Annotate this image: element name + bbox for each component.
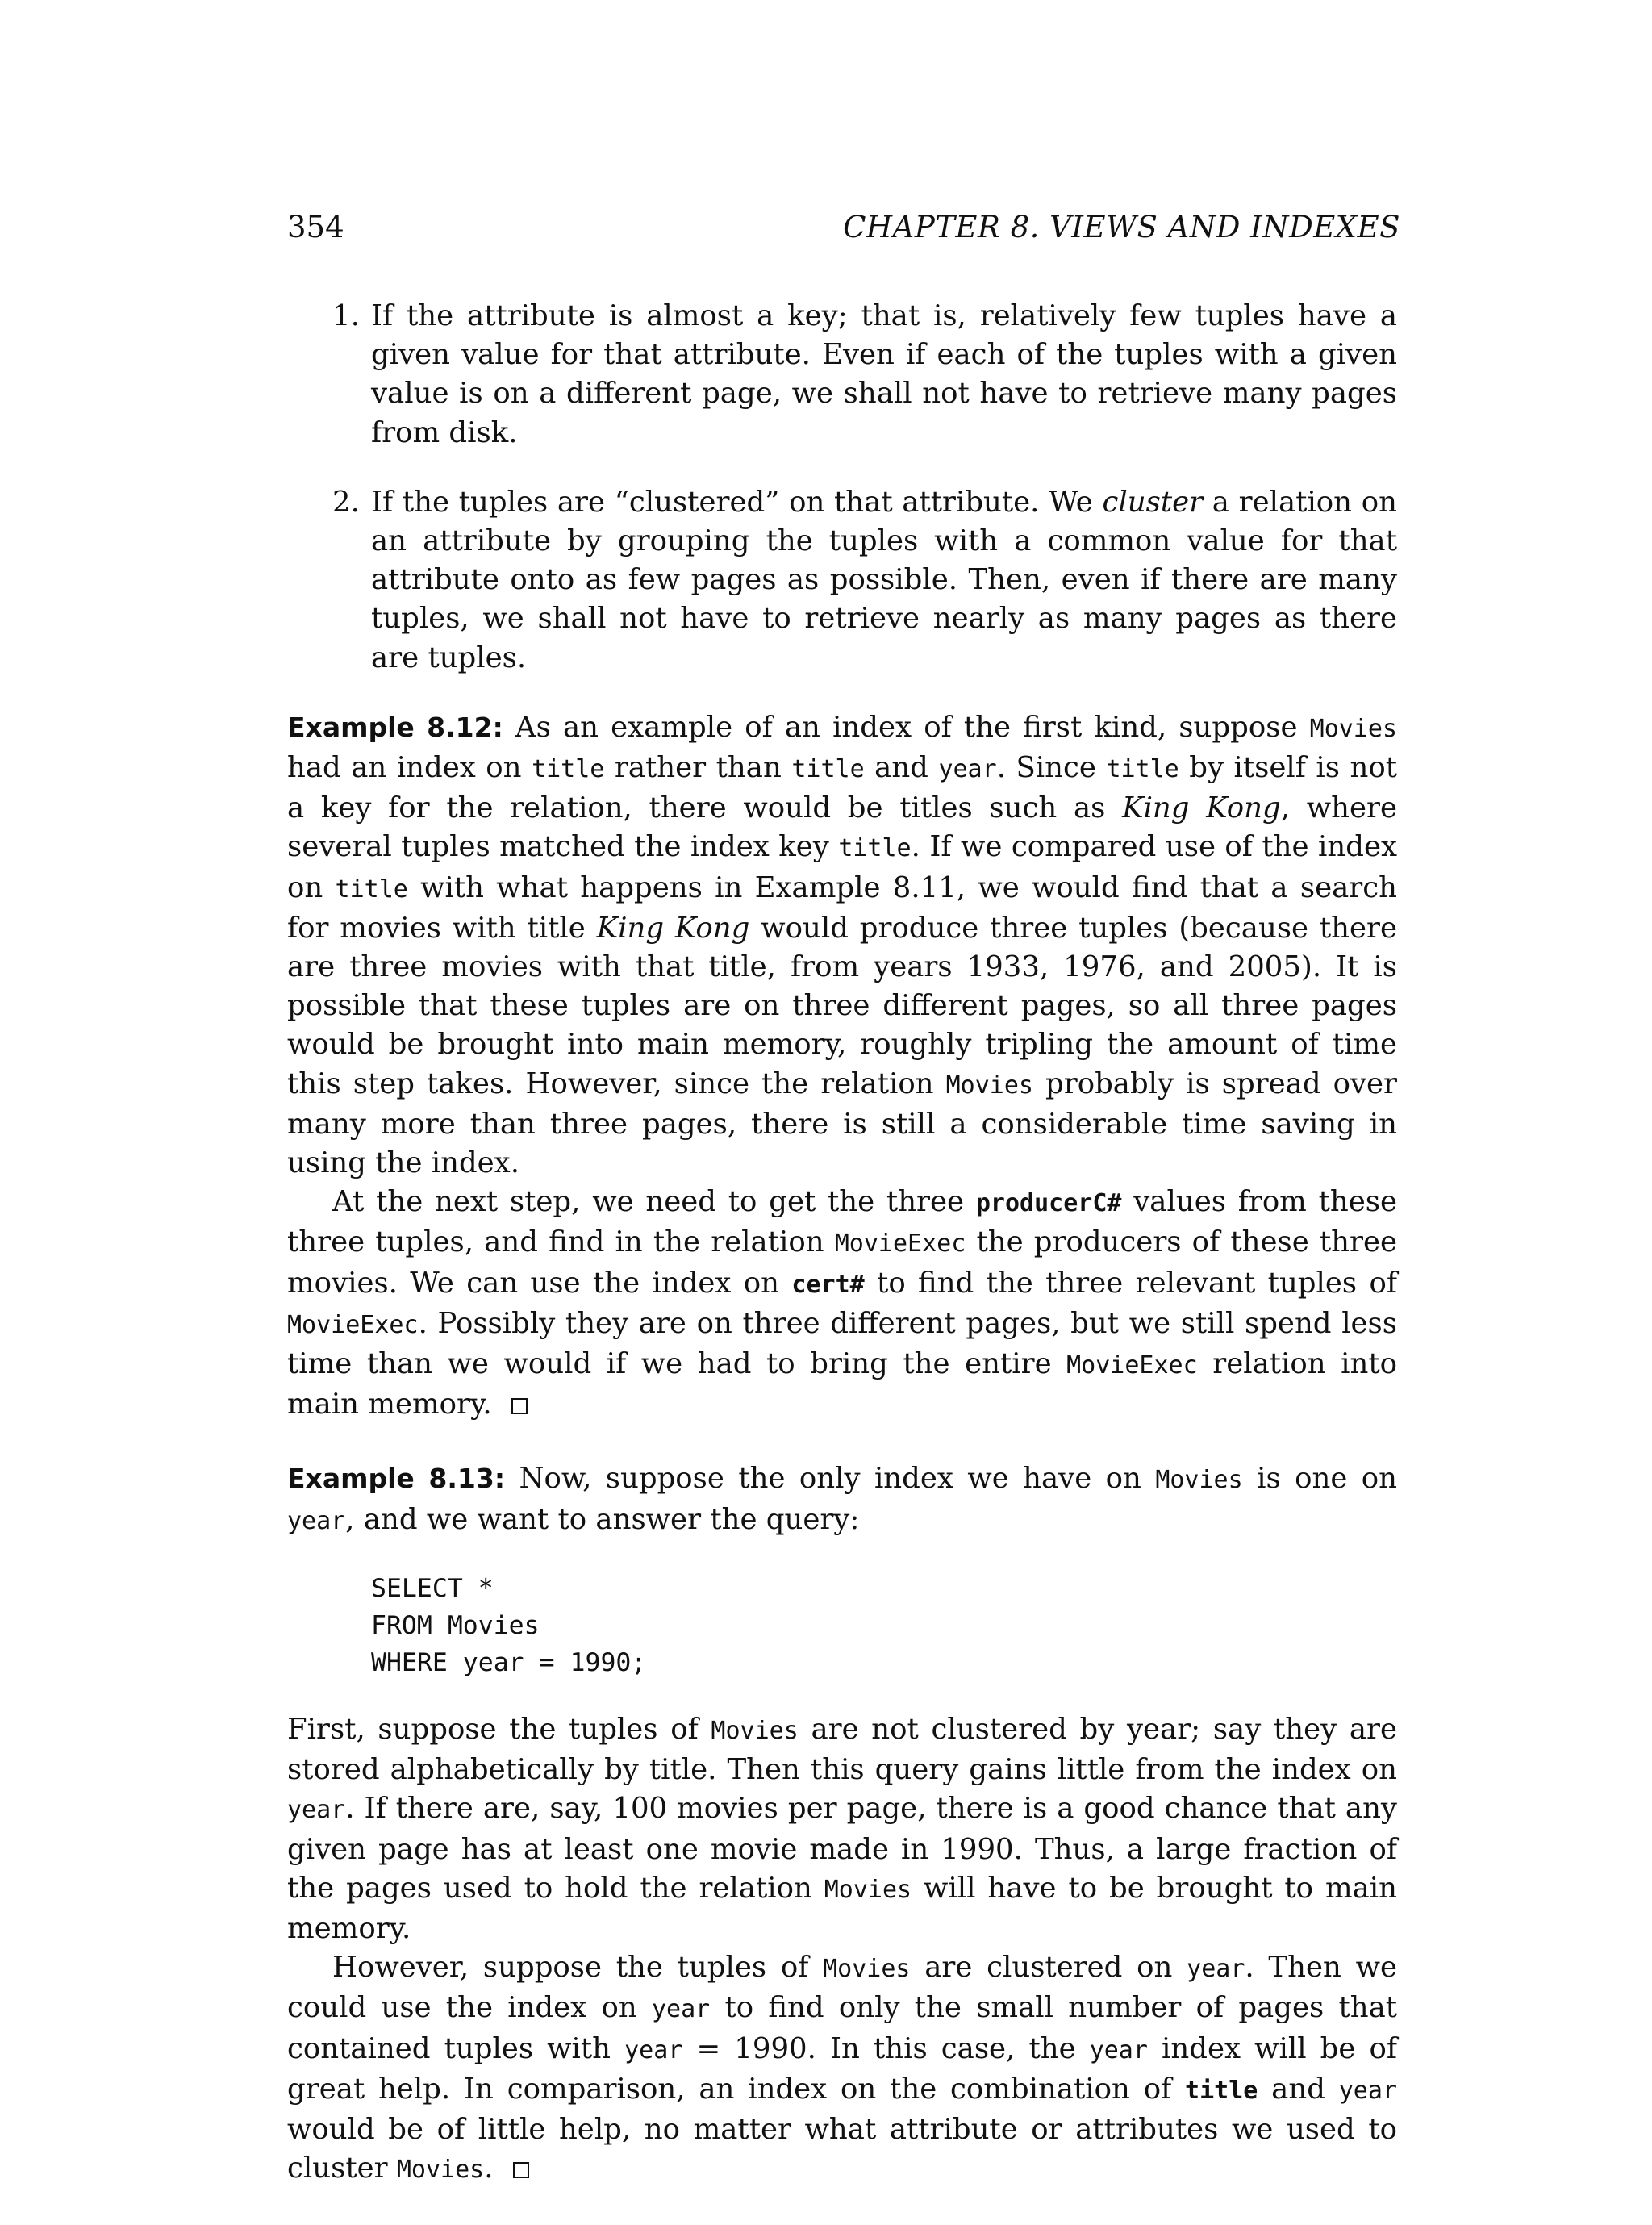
paragraph — [287, 1948, 1397, 2190]
text-run: . Possibly they are on three different pages, but we still spend less time than we would if we had to bring the entire — [287, 1306, 1397, 1381]
text-run: is one on — [1242, 1462, 1397, 1496]
code-term: year — [1338, 2076, 1397, 2105]
movie-title: King Kong — [596, 911, 750, 945]
end-of-example-icon — [513, 2162, 529, 2178]
text-run: a relation on an attribute by grouping the tuples with a common value for that attribute onto as few pages as possible. Then, even if there are many tuples, we shall not have to retrieve nearly as many pages as there are tuples. — [371, 485, 1397, 674]
running-head: CHAPTER 8. VIEWS AND INDEXES — [843, 210, 1400, 244]
example-label: Example 8.12: — [287, 711, 503, 743]
code-term: cert# — [791, 1270, 865, 1299]
example-label: Example 8.13: — [287, 1463, 506, 1495]
text-run: had an index on — [287, 751, 532, 785]
code-term: year — [1187, 1955, 1245, 1984]
list-item — [287, 297, 1397, 453]
code-term: title — [335, 875, 408, 904]
code-term: MovieExec — [287, 1310, 419, 1339]
code-term: title — [1106, 755, 1179, 784]
code-term: year — [1089, 2035, 1148, 2064]
page-number: 354 — [287, 210, 344, 244]
text-run: First, suppose the tuples of — [287, 1712, 711, 1746]
code-term: Movies — [824, 1875, 912, 1904]
text-run: with what happens in Example 8.11, we would find that a search for movies with title — [287, 870, 1397, 945]
code-term: year — [651, 1995, 711, 2024]
code-term: Movies — [396, 2156, 485, 2185]
paragraph — [287, 708, 1397, 1183]
body-text — [287, 297, 1397, 2225]
paragraph — [287, 1183, 1397, 1424]
list-item-text — [371, 486, 1397, 674]
text-run: would produce three tuples (because there are three movies with that title, from years 1933, 1976, and 2005). It is possible that these tuples are on three different pages, so all three pages would be brought into main memory, roughly tripling the amount of time this step takes. However, since the relation — [287, 911, 1397, 1100]
text-run: will have to be brought to main memory. — [287, 1871, 1398, 1945]
code-term: title — [791, 755, 865, 784]
text-run: . Then we could use the index on — [287, 1951, 1397, 2025]
code-term: title — [532, 755, 605, 784]
text-run: to find the three relevant tuples of — [864, 1266, 1397, 1300]
text-run: and — [1258, 2072, 1339, 2106]
text-run: values from these three tuples, and find in the relation — [287, 1185, 1397, 1259]
list-item — [287, 483, 1397, 678]
text-run: . If there are, say, 100 movies per page, there is a good chance that any given page has at least one movie made in 1990. Thus, a large fraction of the pages used to hold the relation — [287, 1792, 1397, 1905]
text-run: However, suppose the tuples of — [332, 1951, 824, 1985]
page-header — [287, 203, 1400, 252]
example-8-13 — [287, 1459, 1397, 2190]
list-item-number: 1. — [332, 299, 360, 332]
conditions-list — [287, 297, 1397, 678]
text-run: If the tuples are “clustered” on that attribute. We — [371, 485, 1103, 519]
sql-query: SELECT * FROM Movies WHERE year = 1990; — [371, 1573, 647, 1677]
paragraph — [287, 1459, 1397, 1540]
code-term: year — [938, 755, 997, 784]
text-run: relation into main memory. — [287, 1347, 1397, 1421]
text-run: probably is spread over many more than three pages, there is still a considerable time saving in using the index. — [287, 1067, 1397, 1180]
text-run: index will be of great help. In comparison, an index on the combination of — [287, 2031, 1397, 2106]
text-run: are clustered on — [910, 1951, 1187, 1985]
example-8-12 — [287, 708, 1397, 1425]
end-of-example-icon — [511, 1398, 528, 1414]
text-run: . — [484, 2152, 494, 2185]
code-term: year — [287, 1796, 346, 1825]
code-term: Movies — [1155, 1466, 1243, 1495]
code-term: MovieExec — [834, 1229, 966, 1259]
text-run: and — [864, 751, 939, 785]
list-item-number: 2. — [332, 485, 360, 519]
code-term: Movies — [823, 1955, 911, 1984]
text-run: would be of little help, no matter what attribute or attributes we used to cluster — [287, 2112, 1397, 2185]
text-run: . Since — [996, 751, 1107, 785]
text-run: As an example of an index of the first kind, suppose — [503, 710, 1310, 744]
code-term: MovieExec — [1066, 1351, 1198, 1380]
code-term: Movies — [945, 1071, 1033, 1100]
code-term: producerC# — [975, 1189, 1122, 1218]
text-run: . If we compared use of the index on — [287, 830, 1397, 904]
text-run: At the next step, we need to get the three — [332, 1185, 976, 1219]
text-run: the producers of these three movies. We can use the index on — [287, 1225, 1397, 1300]
code-term: Movies — [1309, 714, 1398, 743]
text-run: Now, suppose the only index we have on — [505, 1462, 1156, 1496]
text-run: to find only the small number of pages that contained tuples with — [287, 1991, 1398, 2065]
code-term: title — [838, 834, 912, 863]
text-run: , where several tuples matched the index key — [287, 791, 1397, 864]
list-item-text: If the attribute is almost a key; that is, relatively few tuples have a given value for that attribute. Even if each of the tuples with a given value is on a different page, we shall not have to retrieve many pages from disk. — [371, 299, 1397, 449]
text-run: = 1990. In this case, the — [682, 2031, 1090, 2065]
code-term: year — [287, 1506, 346, 1535]
text-run: are not clustered by year; say they are stored alphabetically by title. Then this query gains little from the index on — [287, 1712, 1397, 1787]
code-term: title — [1185, 2076, 1258, 2105]
code-term: year — [624, 2035, 683, 2064]
code-term: Movies — [711, 1716, 799, 1745]
text-run: by itself is not a key for the relation, there would be titles such as — [287, 751, 1398, 825]
defined-term: cluster — [1102, 485, 1204, 519]
text-run: rather than — [604, 751, 792, 785]
text-run: , and we want to answer the query: — [345, 1502, 860, 1536]
movie-title: King Kong — [1122, 791, 1281, 825]
paragraph — [287, 1710, 1397, 1948]
